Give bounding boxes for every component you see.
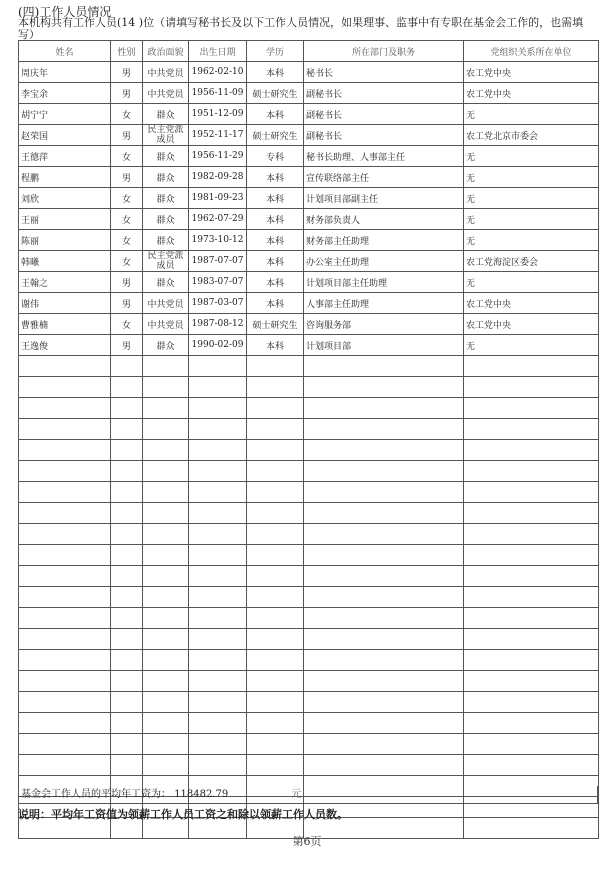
cell-name: 刘欣	[19, 188, 111, 209]
cell-party: 农工党中央	[464, 293, 599, 314]
table-row	[19, 230, 599, 251]
cell-politics: 群众	[143, 167, 189, 188]
cell-party	[464, 692, 599, 713]
cell-edu	[247, 398, 304, 419]
cell-birth: 1952-11-17	[189, 125, 247, 146]
cell-name: 韩曦	[19, 251, 111, 272]
cell-edu	[247, 755, 304, 776]
cell-politics: 群众	[143, 104, 189, 125]
cell-birth: 1956-11-29	[189, 146, 247, 167]
empty-row	[19, 587, 599, 608]
empty-row	[19, 356, 599, 377]
cell-birth: 1990-02-09	[189, 335, 247, 356]
cell-politics: 群众	[143, 146, 189, 167]
cell-gender	[111, 734, 143, 755]
cell-birth: 1987-08-12	[189, 314, 247, 335]
intro-prefix: 本机构共有工作人员(	[18, 16, 122, 29]
empty-row	[19, 524, 599, 545]
cell-dept: 计划项目部主任助理	[304, 272, 464, 293]
cell-dept: 人事部主任助理	[304, 293, 464, 314]
column-header: 性别	[111, 41, 143, 62]
cell-name: 王德萍	[19, 146, 111, 167]
page-number: 第6页	[292, 835, 322, 848]
cell-edu	[247, 671, 304, 692]
cell-dept: 计划项目部	[304, 335, 464, 356]
cell-gender	[111, 671, 143, 692]
cell-dept	[304, 713, 464, 734]
cell-dept	[304, 650, 464, 671]
cell-party: 无	[464, 209, 599, 230]
cell-name	[19, 461, 111, 482]
cell-politics	[143, 629, 189, 650]
cell-dept	[304, 482, 464, 503]
table-row	[19, 335, 599, 356]
cell-politics	[143, 524, 189, 545]
cell-gender	[111, 692, 143, 713]
cell-politics: 群众	[143, 188, 189, 209]
cell-edu	[247, 608, 304, 629]
cell-birth	[189, 587, 247, 608]
avg-salary-value: 118482.79	[174, 789, 229, 800]
cell-politics	[143, 503, 189, 524]
cell-edu	[247, 650, 304, 671]
table-row	[19, 83, 599, 104]
empty-row	[19, 671, 599, 692]
table-header-row	[19, 41, 599, 62]
cell-party: 农工党北京市委会	[464, 125, 599, 146]
cell-name	[19, 524, 111, 545]
cell-birth	[189, 356, 247, 377]
table-row	[19, 209, 599, 230]
cell-edu: 硕士研究生	[247, 125, 304, 146]
cell-politics	[143, 419, 189, 440]
empty-row	[19, 503, 599, 524]
cell-gender: 男	[111, 272, 143, 293]
cell-politics	[143, 482, 189, 503]
table-row	[19, 272, 599, 293]
cell-party	[464, 671, 599, 692]
cell-politics	[143, 566, 189, 587]
cell-gender: 女	[111, 188, 143, 209]
section-title: (四)工作人员情况	[18, 5, 112, 19]
cell-birth	[189, 398, 247, 419]
cell-edu	[247, 566, 304, 587]
table-row	[19, 167, 599, 188]
cell-party	[464, 503, 599, 524]
empty-row	[19, 461, 599, 482]
cell-politics	[143, 692, 189, 713]
cell-party	[464, 356, 599, 377]
cell-name: 曹雅楠	[19, 314, 111, 335]
cell-edu	[247, 692, 304, 713]
cell-gender: 男	[111, 62, 143, 83]
empty-row	[19, 608, 599, 629]
empty-row	[19, 629, 599, 650]
table-row	[19, 125, 599, 146]
cell-dept: 宣传联络部主任	[304, 167, 464, 188]
staff-count: 14	[121, 16, 136, 29]
empty-row	[19, 734, 599, 755]
cell-birth	[189, 419, 247, 440]
empty-row	[19, 440, 599, 461]
cell-party	[464, 461, 599, 482]
cell-birth	[189, 503, 247, 524]
cell-edu	[247, 419, 304, 440]
column-header: 学历	[247, 41, 304, 62]
cell-party	[464, 650, 599, 671]
cell-party: 农工党中央	[464, 314, 599, 335]
cell-gender	[111, 461, 143, 482]
cell-birth: 1981-09-23	[189, 188, 247, 209]
cell-edu	[247, 587, 304, 608]
cell-party	[464, 482, 599, 503]
cell-gender	[111, 398, 143, 419]
cell-gender	[111, 713, 143, 734]
cell-edu	[247, 545, 304, 566]
cell-name: 王翰之	[19, 272, 111, 293]
cell-politics: 群众	[143, 209, 189, 230]
table-row	[19, 104, 599, 125]
cell-dept: 副秘书长	[304, 104, 464, 125]
cell-name: 赵荣国	[19, 125, 111, 146]
cell-birth: 1987-07-07	[189, 251, 247, 272]
cell-edu: 本科	[247, 251, 304, 272]
cell-politics	[143, 461, 189, 482]
cell-party: 无	[464, 188, 599, 209]
cell-politics: 群众	[143, 272, 189, 293]
cell-edu: 本科	[247, 188, 304, 209]
cell-party	[464, 566, 599, 587]
cell-dept	[304, 587, 464, 608]
cell-name: 胡宁宁	[19, 104, 111, 125]
cell-dept	[304, 692, 464, 713]
staff-table	[18, 40, 599, 839]
table-row	[19, 146, 599, 167]
cell-gender	[111, 545, 143, 566]
cell-gender: 女	[111, 230, 143, 251]
cell-gender: 女	[111, 104, 143, 125]
cell-gender	[111, 566, 143, 587]
cell-gender: 男	[111, 293, 143, 314]
cell-politics: 群众	[143, 230, 189, 251]
cell-politics: 中共党员	[143, 83, 189, 104]
avg-salary-row	[18, 786, 598, 804]
cell-birth	[189, 545, 247, 566]
cell-party: 无	[464, 230, 599, 251]
cell-gender: 男	[111, 125, 143, 146]
cell-dept	[304, 608, 464, 629]
avg-salary-unit: 元	[291, 789, 302, 800]
cell-party: 无	[464, 272, 599, 293]
cell-name	[19, 692, 111, 713]
table-row	[19, 188, 599, 209]
cell-dept: 计划项目部副主任	[304, 188, 464, 209]
cell-party	[464, 734, 599, 755]
cell-politics	[143, 734, 189, 755]
cell-gender	[111, 419, 143, 440]
cell-edu	[247, 356, 304, 377]
cell-name: 王丽	[19, 209, 111, 230]
cell-name: 王逸俊	[19, 335, 111, 356]
empty-row	[19, 755, 599, 776]
cell-edu	[247, 734, 304, 755]
empty-row	[19, 398, 599, 419]
cell-birth	[189, 713, 247, 734]
cell-edu	[247, 440, 304, 461]
cell-politics	[143, 377, 189, 398]
cell-gender	[111, 356, 143, 377]
cell-gender: 女	[111, 251, 143, 272]
cell-name	[19, 419, 111, 440]
cell-gender	[111, 440, 143, 461]
cell-name: 谢伟	[19, 293, 111, 314]
cell-edu: 本科	[247, 272, 304, 293]
table-row	[19, 293, 599, 314]
cell-dept	[304, 356, 464, 377]
cell-gender	[111, 755, 143, 776]
cell-dept: 咨询服务部	[304, 314, 464, 335]
cell-party: 无	[464, 146, 599, 167]
cell-party	[464, 398, 599, 419]
cell-birth	[189, 650, 247, 671]
cell-politics: 中共党员	[143, 314, 189, 335]
cell-dept	[304, 755, 464, 776]
cell-party	[464, 524, 599, 545]
cell-gender	[111, 503, 143, 524]
cell-name	[19, 734, 111, 755]
cell-birth	[189, 482, 247, 503]
cell-dept	[304, 734, 464, 755]
cell-party	[464, 587, 599, 608]
cell-name	[19, 671, 111, 692]
cell-politics: 群众	[143, 335, 189, 356]
cell-name	[19, 398, 111, 419]
cell-dept	[304, 440, 464, 461]
cell-name	[19, 377, 111, 398]
cell-politics	[143, 398, 189, 419]
column-header: 所在部门及职务	[304, 41, 464, 62]
cell-gender: 男	[111, 167, 143, 188]
cell-name	[19, 482, 111, 503]
cell-edu	[247, 629, 304, 650]
cell-politics: 中共党员	[143, 293, 189, 314]
cell-birth	[189, 440, 247, 461]
cell-edu: 专科	[247, 146, 304, 167]
cell-name	[19, 566, 111, 587]
cell-edu	[247, 482, 304, 503]
cell-name: 周庆年	[19, 62, 111, 83]
intro-suffix: )位（请填写秘书长及以下工作人员情况，如果理事、监事中有专职在基金会工作的，也需填写）	[18, 16, 584, 41]
cell-edu: 本科	[247, 335, 304, 356]
cell-birth: 1973-10-12	[189, 230, 247, 251]
column-header: 党组织关系所在单位	[464, 41, 599, 62]
cell-party	[464, 629, 599, 650]
cell-gender: 女	[111, 146, 143, 167]
footnote: 说明：平均年工资值为领薪工作人员工资之和除以领薪工作人员数。	[18, 808, 348, 821]
cell-politics: 民主党派成员	[143, 125, 189, 146]
table-row	[19, 251, 599, 272]
cell-birth	[189, 608, 247, 629]
cell-name	[19, 503, 111, 524]
cell-dept	[304, 566, 464, 587]
cell-birth	[189, 671, 247, 692]
cell-politics	[143, 671, 189, 692]
cell-party: 无	[464, 335, 599, 356]
empty-row	[19, 545, 599, 566]
cell-dept	[304, 671, 464, 692]
cell-dept: 秘书长助理、人事部主任	[304, 146, 464, 167]
cell-name: 程鹏	[19, 167, 111, 188]
cell-birth	[189, 629, 247, 650]
cell-edu: 本科	[247, 293, 304, 314]
cell-party	[464, 440, 599, 461]
cell-birth: 1956-11-09	[189, 83, 247, 104]
cell-name: 李宝余	[19, 83, 111, 104]
cell-dept: 副秘书长	[304, 83, 464, 104]
cell-politics	[143, 713, 189, 734]
cell-gender: 男	[111, 335, 143, 356]
cell-birth: 1962-02-10	[189, 62, 247, 83]
cell-birth	[189, 755, 247, 776]
cell-edu	[247, 461, 304, 482]
cell-party: 无	[464, 167, 599, 188]
column-header: 出生日期	[189, 41, 247, 62]
cell-dept	[304, 629, 464, 650]
cell-birth	[189, 566, 247, 587]
cell-politics	[143, 545, 189, 566]
cell-gender: 女	[111, 314, 143, 335]
cell-name	[19, 629, 111, 650]
cell-party	[464, 608, 599, 629]
cell-birth: 1982-09-28	[189, 167, 247, 188]
cell-party	[464, 755, 599, 776]
cell-edu	[247, 524, 304, 545]
cell-dept	[304, 524, 464, 545]
cell-gender	[111, 608, 143, 629]
cell-dept: 办公室主任助理	[304, 251, 464, 272]
cell-birth	[189, 461, 247, 482]
cell-edu: 本科	[247, 167, 304, 188]
cell-gender	[111, 482, 143, 503]
cell-politics	[143, 587, 189, 608]
cell-gender: 女	[111, 209, 143, 230]
cell-dept	[304, 461, 464, 482]
cell-politics	[143, 608, 189, 629]
cell-birth	[189, 524, 247, 545]
cell-dept: 秘书长	[304, 62, 464, 83]
cell-name	[19, 587, 111, 608]
cell-name	[19, 713, 111, 734]
cell-gender: 男	[111, 83, 143, 104]
cell-edu: 本科	[247, 62, 304, 83]
avg-salary-label: 基金会工作人员的平均年工资为：	[21, 789, 171, 800]
cell-name	[19, 356, 111, 377]
cell-dept: 财务部主任助理	[304, 230, 464, 251]
cell-name	[19, 650, 111, 671]
cell-politics: 民主党派成员	[143, 251, 189, 272]
cell-party: 无	[464, 104, 599, 125]
cell-birth: 1962-07-29	[189, 209, 247, 230]
cell-dept	[304, 545, 464, 566]
cell-politics: 中共党员	[143, 62, 189, 83]
cell-gender	[111, 377, 143, 398]
empty-row	[19, 377, 599, 398]
cell-dept	[304, 419, 464, 440]
empty-row	[19, 566, 599, 587]
empty-row	[19, 419, 599, 440]
cell-edu: 硕士研究生	[247, 314, 304, 335]
cell-edu: 本科	[247, 230, 304, 251]
empty-row	[19, 713, 599, 734]
cell-party: 农工党中央	[464, 62, 599, 83]
cell-party	[464, 419, 599, 440]
cell-party	[464, 713, 599, 734]
column-header: 政治面貌	[143, 41, 189, 62]
cell-dept	[304, 377, 464, 398]
cell-politics	[143, 440, 189, 461]
column-header: 姓名	[19, 41, 111, 62]
empty-row	[19, 650, 599, 671]
cell-gender	[111, 650, 143, 671]
cell-birth: 1951-12-09	[189, 104, 247, 125]
table-row	[19, 62, 599, 83]
cell-edu	[247, 503, 304, 524]
cell-edu	[247, 377, 304, 398]
cell-dept	[304, 503, 464, 524]
cell-name	[19, 608, 111, 629]
cell-name: 陈丽	[19, 230, 111, 251]
cell-birth: 1987-03-07	[189, 293, 247, 314]
cell-name	[19, 755, 111, 776]
cell-birth	[189, 734, 247, 755]
cell-dept: 财务部负责人	[304, 209, 464, 230]
cell-politics	[143, 356, 189, 377]
cell-party	[464, 377, 599, 398]
cell-edu	[247, 713, 304, 734]
table-row	[19, 314, 599, 335]
cell-edu: 本科	[247, 104, 304, 125]
cell-name	[19, 545, 111, 566]
empty-row	[19, 692, 599, 713]
empty-row	[19, 482, 599, 503]
cell-politics	[143, 755, 189, 776]
cell-dept	[304, 398, 464, 419]
cell-edu: 本科	[247, 209, 304, 230]
intro-text	[18, 17, 598, 41]
cell-party: 农工党海淀区委会	[464, 251, 599, 272]
cell-party: 农工党中央	[464, 83, 599, 104]
cell-party	[464, 545, 599, 566]
cell-gender	[111, 524, 143, 545]
cell-gender	[111, 587, 143, 608]
cell-gender	[111, 629, 143, 650]
cell-name	[19, 440, 111, 461]
cell-politics	[143, 650, 189, 671]
cell-birth	[189, 692, 247, 713]
cell-edu: 硕士研究生	[247, 83, 304, 104]
cell-birth	[189, 377, 247, 398]
cell-birth: 1983-07-07	[189, 272, 247, 293]
cell-dept: 副秘书长	[304, 125, 464, 146]
